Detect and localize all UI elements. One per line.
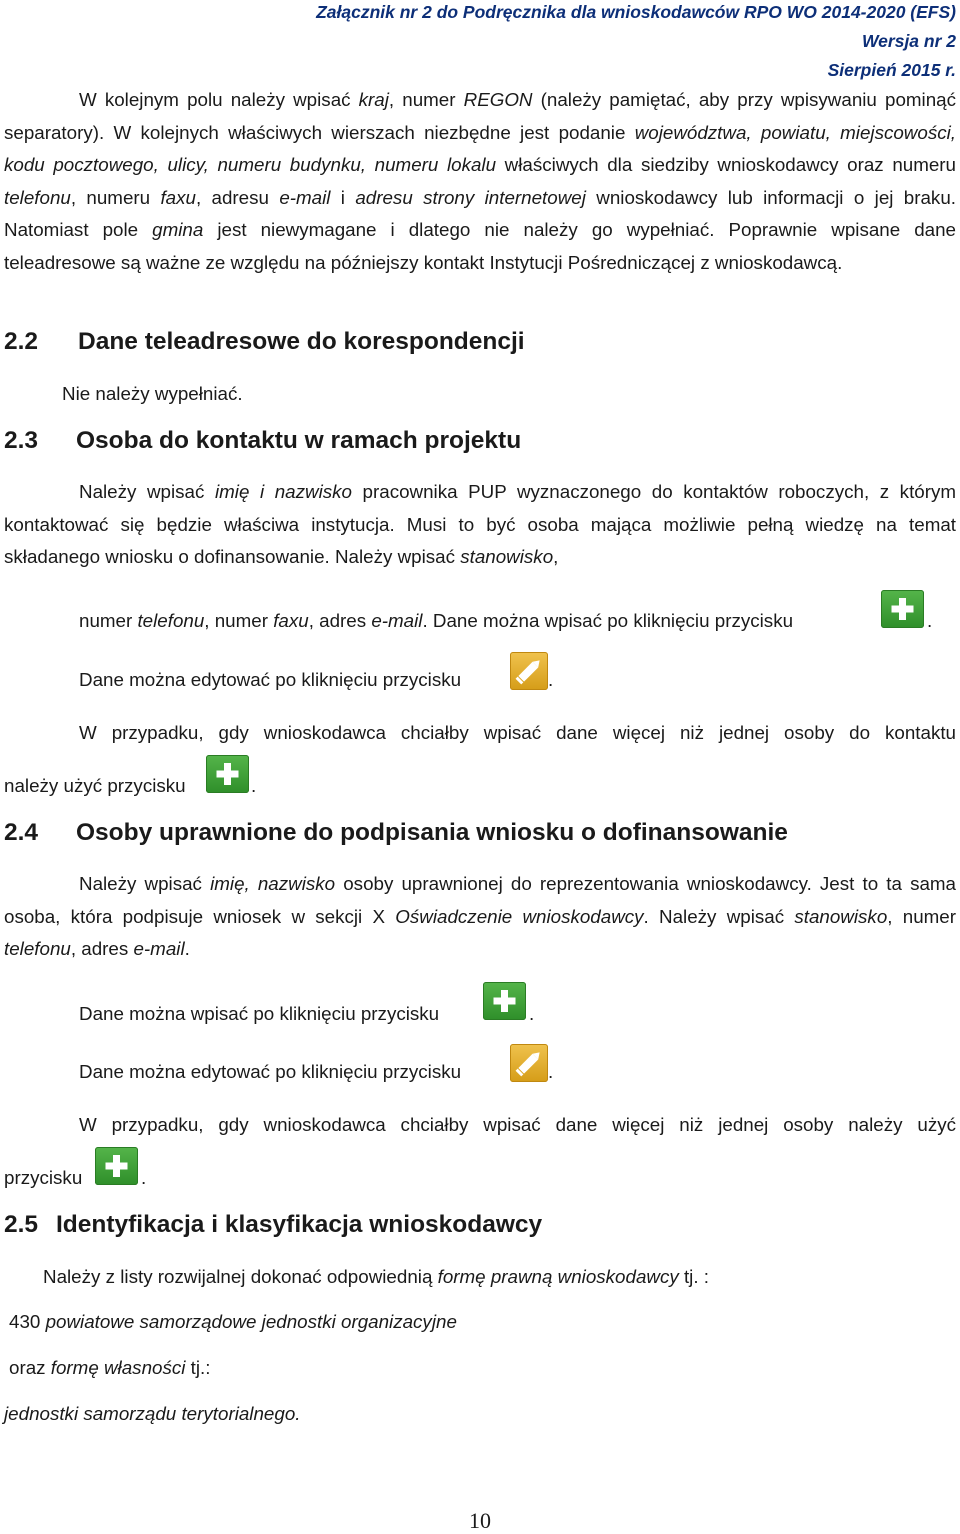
header-line1 [316,2,956,23]
section-2-3-paragraph: Należy wpisać imię i nazwisko pracownika PUP wyznaczonego do kontaktów roboczych, z którym kontaktować się będzie właściwa instytucja. Musi to być osoba mająca możliwie pełną wiedzę na temat składanego wniosku o dofinansowanie. Należy wpisać stanowisko, [4,481,957,568]
add-button[interactable] [483,982,526,1020]
section-2-4-multi-line1: W przypadku, gdy wnioskodawca chciałby wpisać dane więcej niż jednej osoby należy użyć [79,1114,956,1135]
header-version: Wersja nr 2 [861,31,956,51]
section-heading-2-2: 2.2 Dane teleadresowe do korespondencji [4,328,525,355]
header-annex: Załącznik nr 2 [316,2,432,22]
section-2-5-ownership-line: oraz formę własności tj.: [9,1357,211,1378]
plus-icon [483,982,526,1020]
period: . [251,775,257,796]
section-2-3-multi-line1: W przypadku, gdy wnioskodawca chciałby wpisać dane więcej niż jednej osoby do kontaktu [79,722,956,743]
period: . [548,1061,554,1082]
section-heading-2-5: 2.5 Identyfikacja i klasyfikacja wnioskodawcy [4,1211,543,1238]
add-button[interactable] [881,590,924,628]
edit-button[interactable] [510,652,548,690]
section-heading-2-4: 2.4 Osoby uprawnione do podpisania wniosku o dofinansowanie [4,819,788,846]
plus-icon [206,755,249,793]
section-2-2-text: Nie należy wypełniać. [62,383,243,404]
header-title: do Podręcznika dla wnioskodawców RPO WO 2014-2020 (EFS) [431,2,956,22]
period: . [548,669,554,690]
section-2-4-paragraph: Należy wpisać imię, nazwisko osoby uprawnionej do reprezentowania wnioskodawcy. Jest to ta sama osoba, która podpisuje wniosek w sekcji X Oświadczenie wnioskodawcy. Należy wpisać stanowisko, numer telefonu, adres e-mail. [4,873,956,960]
pencil-icon [510,1044,548,1082]
header-date: Sierpień 2015 r. [827,60,956,80]
section-2-4-multi-line2: przycisku [4,1167,83,1188]
section-heading-2-3: 2.3 Osoba do kontaktu w ramach projektu [4,427,522,454]
section-2-5-line1: Należy z listy rozwijalnej dokonać odpowiednią formę prawną wnioskodawcy tj. : [43,1266,710,1287]
pencil-icon [510,652,548,690]
edit-button[interactable] [510,1044,548,1082]
plus-icon [95,1147,138,1185]
period: . [927,610,933,631]
section-2-4-edit-line: Dane można edytować po kliknięciu przycisku [79,1061,462,1082]
section-2-4-add-line: Dane można wpisać po kliknięciu przycisku [79,1003,440,1024]
period: . [141,1167,147,1188]
section-2-3-edit-line: Dane można edytować po kliknięciu przycisku [79,669,462,690]
paragraph-address: W kolejnym polu należy wpisać kraj, numer REGON (należy pamiętać, aby przy wpisywaniu pominąć separatory). W kolejnych właściwych wierszach niezbędne jest podanie województwa, powiatu, miejscowości, kodu pocztowego, ulicy, numeru budynku, numeru lokalu właściwych dla siedziby wnioskodawcy oraz numeru telefonu, numeru faxu, adresu e-mail i adresu strony internetowej wnioskodawcy lub informacji o jej braku. Natomiast pole gmina jest niewymagane i dlatego nie należy go wypełniać. Poprawnie wpisane dane teleadresowe są ważne ze względu na późniejszy kontakt Instytucji Pośredniczącej z wnioskodawcą. [4,89,956,273]
section-2-5-legal-form: 430 powiatowe samorządowe jednostki organizacyjne [9,1311,457,1332]
add-more-button[interactable] [95,1147,138,1185]
period: . [529,1003,535,1024]
plus-icon [881,590,924,628]
section-2-5-ownership-value: jednostki samorządu terytorialnego. [4,1403,301,1424]
page-number: 10 [469,1508,491,1533]
section-2-3-multi-line2: należy użyć przycisku [4,775,186,796]
add-more-button[interactable] [206,755,249,793]
section-2-3-add-line: numer telefonu, numer faxu, adres e-mail. Dane można wpisać po kliknięciu przycisku [79,610,794,631]
